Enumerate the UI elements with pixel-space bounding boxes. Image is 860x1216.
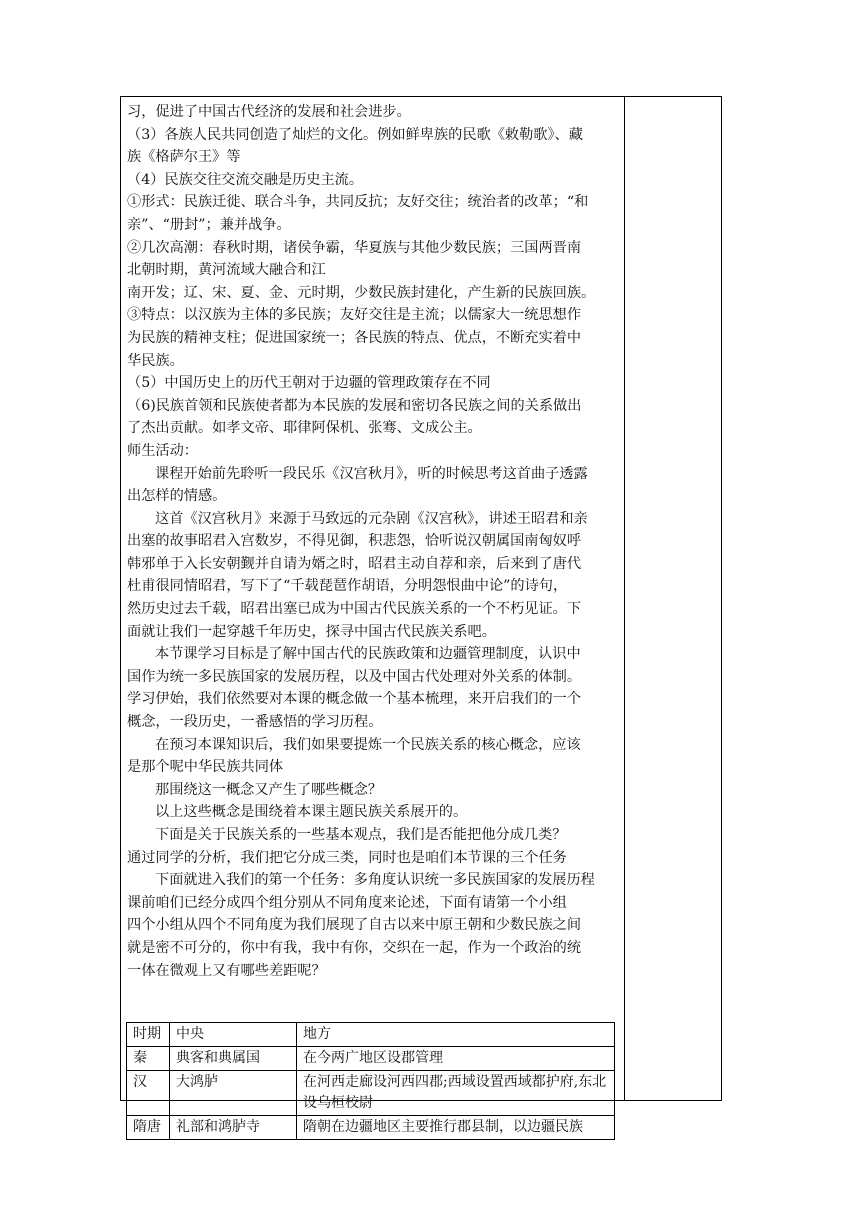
column-divider <box>624 97 625 1100</box>
table-cell: 汉 <box>127 1071 170 1116</box>
text-line: 通过同学的分析，我们把它分成三类，同时也是咱们本节课的三个任务 <box>127 849 567 866</box>
text-line: 师生活动： <box>127 442 198 459</box>
text-line: （4）民族交往交流交融是历史主流。 <box>127 171 364 188</box>
text-line: 下面是关于民族关系的一些基本观点，我们是否能把他分成几类？ <box>155 827 567 843</box>
table-row <box>127 1071 615 1116</box>
table-cell: 在今两广地区设郡管理 <box>297 1047 615 1071</box>
text-line: （5）中国历史上的历代王朝对于边疆的管理政策存在不同 <box>127 375 491 392</box>
table-cell: 大鸿胪 <box>170 1071 297 1116</box>
text-line: 然历史过去千载，昭君出塞已成为中国古代民族关系的一个不朽见证。下 <box>127 601 582 618</box>
text-line: 面就让我们一起穿越千年历史，探寻中国古代民族关系吧。 <box>127 623 496 640</box>
text-line: 那围绕这一概念又产生了哪些概念？ <box>155 781 383 798</box>
text-line: 在预习本课知识后，我们如果要提炼一个民族关系的核心概念，应该 <box>155 736 581 753</box>
text-line: 杜甫很同情昭君，写下了“千载琵琶作胡语，分明怨恨曲中论”的诗句， <box>127 578 568 595</box>
text-line: 下面就进入我们的第一个任务：多角度认识统一多民族国家的发展历程 <box>155 872 595 889</box>
table-cell: 秦 <box>127 1047 170 1071</box>
table-cell: 在河西走廊设河西四郡;西域设置西域都护府,东北设乌桓校尉 <box>297 1071 615 1116</box>
text-line: 华民族。 <box>127 352 184 369</box>
table-cell: 典客和典属国 <box>170 1047 297 1071</box>
text-line: 课前咱们已经分成四个组分别从不同角度来论述，下面有请第一个小组 <box>127 894 567 911</box>
table-header-cell: 中央 <box>170 1023 297 1047</box>
lesson-content <box>127 101 621 982</box>
text-line: 以上这些概念是围绕着本课主题民族关系展开的。 <box>155 804 468 821</box>
table-header-cell: 地方 <box>297 1023 615 1047</box>
text-line: 学习伊始，我们依然要对本课的概念做一个基本梳理，来开启我们的一个 <box>127 691 582 708</box>
text-line: ②几次高潮：春秋时期，诸侯争霸，华夏族与其他少数民族；三国两晋南 <box>127 239 582 256</box>
text-line: 一体在微观上又有哪些差距呢？ <box>127 962 326 979</box>
text-line: 这首《汉宫秋月》来源于马致远的元杂剧《汉宫秋》，讲述王昭君和亲 <box>155 510 588 527</box>
table-header-cell: 时期 <box>127 1023 170 1047</box>
text-line: （3）各族人民共同创造了灿烂的文化。例如鲜卑族的民歌《敕勒歌》、藏 <box>127 126 583 143</box>
text-line: 是那个呢中华民族共同体 <box>127 759 284 776</box>
text-line: 了杰出贡献。如孝文帝、耶律阿保机、张骞、文成公主。 <box>127 420 482 437</box>
table-row <box>127 1047 615 1071</box>
administration-table <box>126 1022 615 1140</box>
text-line: 出塞的故事昭君入宫数岁，不得见御，积悲怨，恰听说汉朝属国南匈奴呼 <box>127 533 582 550</box>
text-line: 四个小组从四个不同角度为我们展现了自古以来中原王朝和少数民族之间 <box>127 917 582 934</box>
text-line: ③特点：以汉族为主体的多民族；友好交往是主流；以儒家大一统思想作 <box>127 307 582 324</box>
text-line: （6)民族首领和民族使者都为本民族的发展和密切各民族之间的关系做出 <box>127 397 582 414</box>
text-line: 南开发；辽、宋、夏、金、元时期，少数民族封建化，产生新的民族回族。 <box>127 284 596 301</box>
text-line: 就是密不可分的，你中有我，我中有你，交织在一起，作为一个政治的统 <box>127 939 582 956</box>
text-line: 韩邪单于入长安朝觐并自请为婿之时，昭君主动自荐和亲，后来到了唐代 <box>127 555 582 572</box>
table-cell: 隋朝在边疆地区主要推行郡县制，以边疆民族 <box>297 1116 615 1140</box>
table-cell: 礼部和鸿胪寺 <box>170 1116 297 1140</box>
text-line: 本节课学习目标是了解中国古代的民族政策和边疆管理制度，认识中 <box>155 646 581 663</box>
text-line: 亲”、“册封”；兼并战争。 <box>127 216 291 233</box>
text-line: ①形式：民族迁徙、联合斗争，共同反抗；友好交往；统治者的改革；“和 <box>127 194 589 211</box>
table-header-row <box>127 1023 615 1047</box>
text-line: 北朝时期，黄河流域大融合和江 <box>127 262 326 279</box>
text-line: 习，促进了中国古代经济的发展和社会进步。 <box>127 104 411 120</box>
text-line: 出怎样的情感。 <box>127 488 227 505</box>
text-line: 为民族的精神支柱；促进国家统一；各民族的特点、优点，不断充实着中 <box>127 329 582 346</box>
text-line: 概念，一段历史，一番感悟的学习历程。 <box>127 714 383 731</box>
text-line: 国作为统一多民族国家的发展历程，以及中国古代处理对外关系的体制。 <box>127 668 582 685</box>
lesson-plan-frame <box>120 96 722 1135</box>
table-row <box>127 1116 615 1140</box>
table-cell: 隋唐 <box>127 1116 170 1140</box>
text-line: 课程开始前先聆听一段民乐《汉宫秋月》，听的时候思考这首曲子透露 <box>155 465 588 482</box>
text-line: 族《格萨尔王》等 <box>127 149 241 166</box>
